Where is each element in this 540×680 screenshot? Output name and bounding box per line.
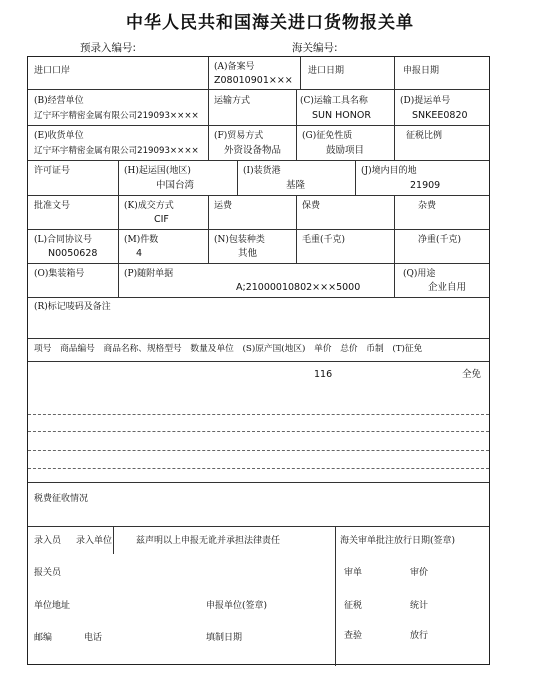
operator-label: (B)经营单位 (34, 96, 84, 106)
bill-label: (D)提运单号 (400, 96, 451, 106)
phone-label: 电话 (84, 633, 103, 643)
rule-3 (28, 160, 489, 161)
record-no-label: (A)备案号 (214, 62, 255, 72)
review-label: 审单 (344, 568, 363, 578)
net-weight-label: 净重(千克) (418, 235, 462, 245)
tax-status-label: 税费征收情况 (34, 494, 89, 504)
form-title: 中华人民共和国海关进口货物报关单 (126, 13, 414, 33)
import-date-label: 进口日期 (308, 66, 345, 76)
declarant-label: 报关员 (34, 568, 62, 578)
levy-tax-label: 征税 (344, 601, 363, 611)
declaration-form (27, 56, 490, 665)
use-label: (Q)用途 (403, 269, 436, 279)
rule-5 (28, 229, 489, 230)
fill-date-label: 填制日期 (206, 633, 243, 643)
container-label: (O)集装箱号 (34, 269, 85, 279)
gross-weight-label: 毛重(千克) (302, 235, 346, 245)
consignee-label: (E)收货单位 (34, 131, 84, 141)
statistics-label: 统计 (410, 601, 429, 611)
transport-mode-label: 运输方式 (214, 96, 251, 106)
rule-11 (28, 526, 489, 527)
license-label: 许可证号 (34, 166, 71, 176)
contract-value: N0050628 (48, 248, 98, 259)
bill-value: SNKEE0820 (412, 110, 468, 121)
origin-value: 中国台湾 (156, 180, 195, 191)
contract-label: (L)合同协议号 (34, 235, 92, 245)
dash-3 (28, 450, 489, 451)
approval-no-label: 批准文号 (34, 201, 71, 211)
rule-8 (28, 338, 489, 339)
goods-exemption: 全免 (462, 369, 482, 380)
misc-fee-label: 杂费 (418, 201, 437, 211)
levy-label: (G)征免性质 (302, 131, 353, 141)
vehicle-label: (C)运输工具名称 (300, 96, 368, 106)
dash-4 (28, 468, 489, 469)
rule-2 (28, 125, 489, 126)
pieces-label: (M)件数 (124, 235, 159, 245)
port-label: (I)装货港 (243, 166, 281, 176)
pre-entry-label: 预录入编号: (80, 42, 137, 54)
declare-date-label: 申报日期 (403, 66, 440, 76)
customs-no-label: 海关编号: (292, 42, 338, 54)
use-value: 企业自用 (428, 282, 467, 293)
rule-1 (28, 89, 489, 90)
pieces-value: 4 (136, 248, 143, 259)
tax-ratio-label: 征税比例 (406, 131, 443, 141)
import-port-label: 进口口岸 (34, 66, 71, 76)
entry-person-label: 录入员 (34, 536, 62, 546)
rule-9 (28, 361, 489, 362)
goods-header: 项号 商品编号 商品名称、规格型号 数量及单位 (S)原产国(地区) 单价 总价 币制 (T)征免 (34, 344, 423, 354)
rule-7 (28, 297, 489, 298)
trade-label: (F)贸易方式 (214, 131, 264, 141)
package-value: 其他 (238, 248, 258, 259)
postcode-label: 邮编 (34, 633, 53, 643)
entry-unit-label: 录入单位 (76, 536, 113, 546)
dest-value: 21909 (410, 180, 441, 191)
remarks-label: (R)标记唛码及备注 (34, 302, 111, 312)
rule-4 (28, 195, 489, 196)
port-value: 基隆 (286, 180, 306, 191)
dash-1 (28, 414, 489, 415)
dash-2 (28, 431, 489, 432)
freight-label: 运费 (214, 201, 233, 211)
docs-label: (P)随附单据 (124, 269, 174, 279)
inspect-label: 查验 (344, 631, 363, 641)
docs-value: A;21000010802×××5000 (236, 282, 361, 293)
customs-approval-title: 海关审单批注放行日期(签章) (340, 536, 456, 546)
declare-unit-label: 申报单位(签章) (206, 601, 268, 611)
rule-6 (28, 263, 489, 264)
levy-value: 鼓励项目 (326, 145, 365, 156)
insurance-label: 保费 (302, 201, 321, 211)
dest-label: (J)境内目的地 (361, 166, 417, 176)
rule-10 (28, 482, 489, 483)
terms-value: CIF (154, 214, 169, 225)
goods-qty: 116 (314, 369, 333, 380)
statement-text: 兹声明以上申报无讹并承担法律责任 (136, 536, 281, 546)
operator-value: 辽宁环宇精密金属有限公司219093×××× (34, 111, 199, 121)
record-no-value: Z08010901××× (214, 75, 293, 86)
unit-address-label: 单位地址 (34, 601, 71, 611)
price-review-label: 审价 (410, 568, 429, 578)
trade-value: 外资设备物品 (224, 145, 282, 156)
package-label: (N)包装种类 (214, 235, 265, 245)
origin-label: (H)起运国(地区) (124, 166, 191, 176)
consignee-value: 辽宁环宇精密金属有限公司219093×××× (34, 146, 199, 156)
release-label: 放行 (410, 631, 429, 641)
vehicle-value: SUN HONOR (312, 110, 371, 121)
terms-label: (K)成交方式 (124, 201, 174, 211)
